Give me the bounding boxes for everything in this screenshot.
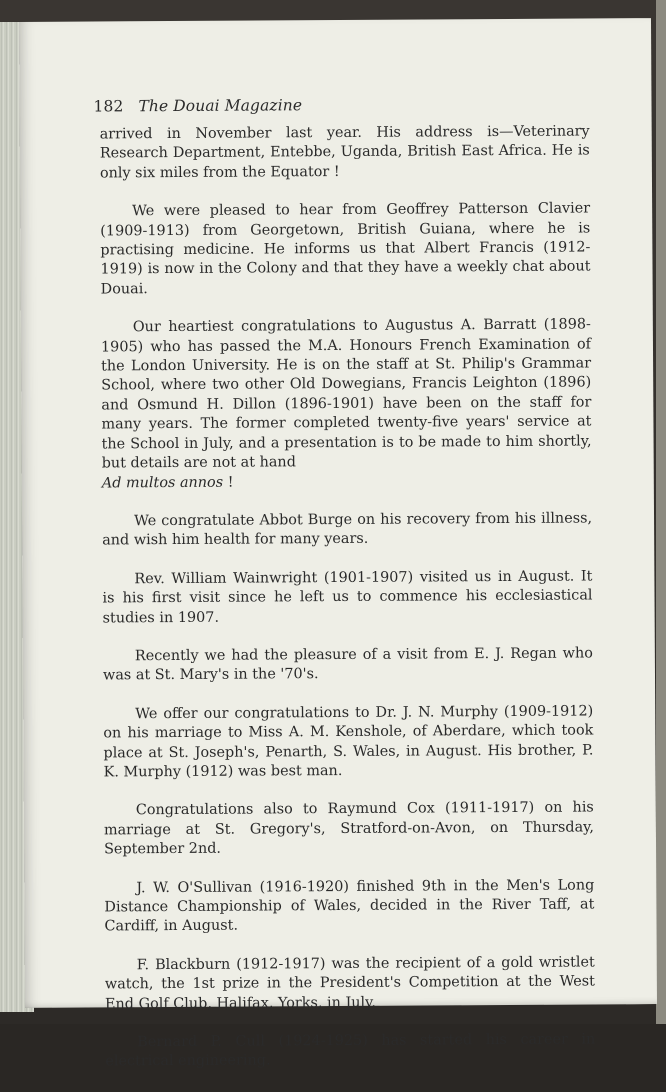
paragraph-burge: We congratulate Abbot Burge on his recovery from his illness, and wish him health for many years. [102, 510, 593, 549]
paragraph-cull: Bernard P. Cull (1924-1925) has started his career in electrical engineering. [105, 1031, 596, 1070]
paragraph-osullivan: J. W. O'Sullivan (1916-1920) finished 9th in the Men's Long Distance Championship of Wales, decided in the River Taff, at Cardiff, in August. [104, 877, 595, 935]
body-text [100, 122, 596, 1091]
paragraph-cox: Congratulations also to Raymund Cox (1911-1917) on his marriage at St. Gregory's, Stratford-on-Avon, on Thursday, September 2nd. [103, 799, 594, 858]
paragraph-continuation: arrived in November last year. His address is—Veterinary Research Department, Entebbe, Uganda, British East Africa. He is only six miles from the Equator ! [99, 123, 590, 182]
paragraph-regan: Recently we had the pleasure of a visit from E. J. Regan who was at St. Mary's in the '70's. [102, 645, 593, 684]
scan-margin-strip [656, 0, 666, 1024]
latin-phrase: Ad multos annos [101, 474, 224, 491]
page-number: 182 [93, 97, 124, 116]
running-head [93, 96, 302, 115]
magazine-page [19, 18, 657, 1070]
paragraph-barratt: Our heartiest congratulations to Augustus A. Barratt (1898-1905) who has passed the M.A. Honours French Examination of the London University. He is on the staff at St. Philip's Grammar School, where two other Old Dowegians, Francis Leighton (1896) and Osmund H. Dillon (1896-1901) have been on the staff for many years. The former completed twenty-five years' service at the School in July, and a presentation is to be made to him shortly, but details are not at hand Ad multos annos ! [100, 316, 592, 491]
paragraph-wainwright: Rev. William Wainwright (1901-1907) visited us in August. It is his first visit since he left us to commence his ecclesiastical studies in 1907. [102, 568, 593, 626]
magazine-title: The Douai Magazine [138, 96, 303, 116]
paragraph-clavier: We were pleased to hear from Geoffrey Patterson Clavier (1909-1913) from Georgetown, British Guiana, where he is practising medicine. He informs us that Albert Francis (1912-1919) is now in the Colony and that they have a weekly chat about Douai. [100, 200, 591, 298]
paragraph-murphy: We offer our congratulations to Dr. J. N. Murphy (1909-1912) on his marriage to Miss A. M. Kenshole, of Aberdare, which took place at St. Joseph's, Penarth, S. Wales, in August. His brother, P. K. Murphy (1912) was best man. [103, 703, 594, 781]
paragraph-blackburn: F. Blackburn (1912-1917) was the recipient of a gold wristlet watch, the 1st prize in the President's Competition at the West End Golf Club, Halifax, Yorks, in July. [104, 954, 595, 1013]
